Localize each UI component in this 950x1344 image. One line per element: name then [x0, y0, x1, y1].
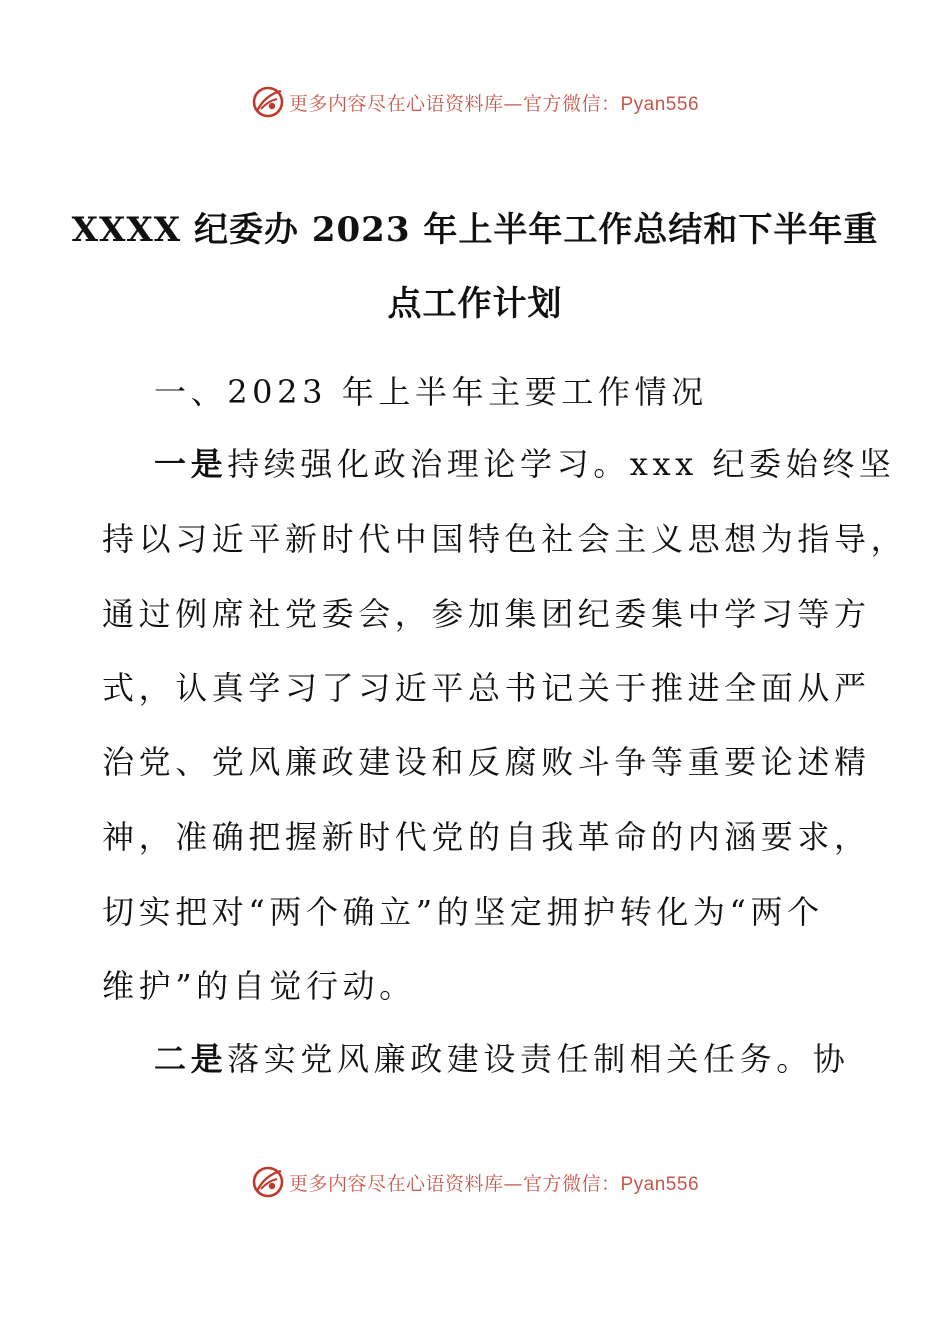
- watermark-wechat-id: Pyan556: [620, 1173, 700, 1195]
- watermark-logo-icon: [251, 1165, 285, 1199]
- paragraph-1-line-1: 一是持续强化政治理论学习。xxx 纪委始终坚: [154, 445, 896, 483]
- paragraph-1-line-8: 维护”的自觉行动。: [102, 967, 416, 1005]
- document-title-line-2: 点工作计划: [387, 284, 563, 324]
- paragraph-1-line-3: 通过例席社党委会，参加集团纪委集中学习等方: [102, 595, 871, 633]
- watermark-banner-bottom: [0, 1162, 950, 1202]
- paragraph-1-line-2: 持以习近平新时代中国特色社会主义思想为指导，: [102, 520, 908, 558]
- paragraph-1-line-7: 切实把对“两个确立”的坚定拥护转化为“两个: [102, 893, 824, 931]
- paragraph-1-line-4: 式，认真学习了习近平总书记关于推进全面从严: [102, 669, 871, 707]
- watermark-logo-icon: [251, 85, 285, 119]
- paragraph-2-line-1: 二是落实党风廉政建设责任制相关任务。协: [154, 1040, 850, 1078]
- watermark-text: 更多内容尽在心语资料库—官方微信：Pyan556: [288, 92, 700, 115]
- section-heading: 一、2023 年上半年主要工作情况: [154, 373, 708, 411]
- watermark-text: 更多内容尽在心语资料库—官方微信：Pyan556: [288, 1172, 700, 1195]
- document-title-line-1: XXXX 纪委办 2023 年上半年工作总结和下半年重: [71, 210, 879, 250]
- paragraph-2-lead: 二是: [154, 1040, 228, 1078]
- watermark-banner-top: [0, 82, 950, 122]
- watermark-wechat-id: Pyan556: [620, 93, 700, 115]
- paragraph-1-lead: 一是: [154, 445, 228, 483]
- paragraph-1-line-6: 神，准确把握新时代党的自我革命的内涵要求，: [102, 818, 871, 856]
- paragraph-1-line-5: 治党、党风廉政建设和反腐败斗争等重要论述精: [102, 743, 871, 781]
